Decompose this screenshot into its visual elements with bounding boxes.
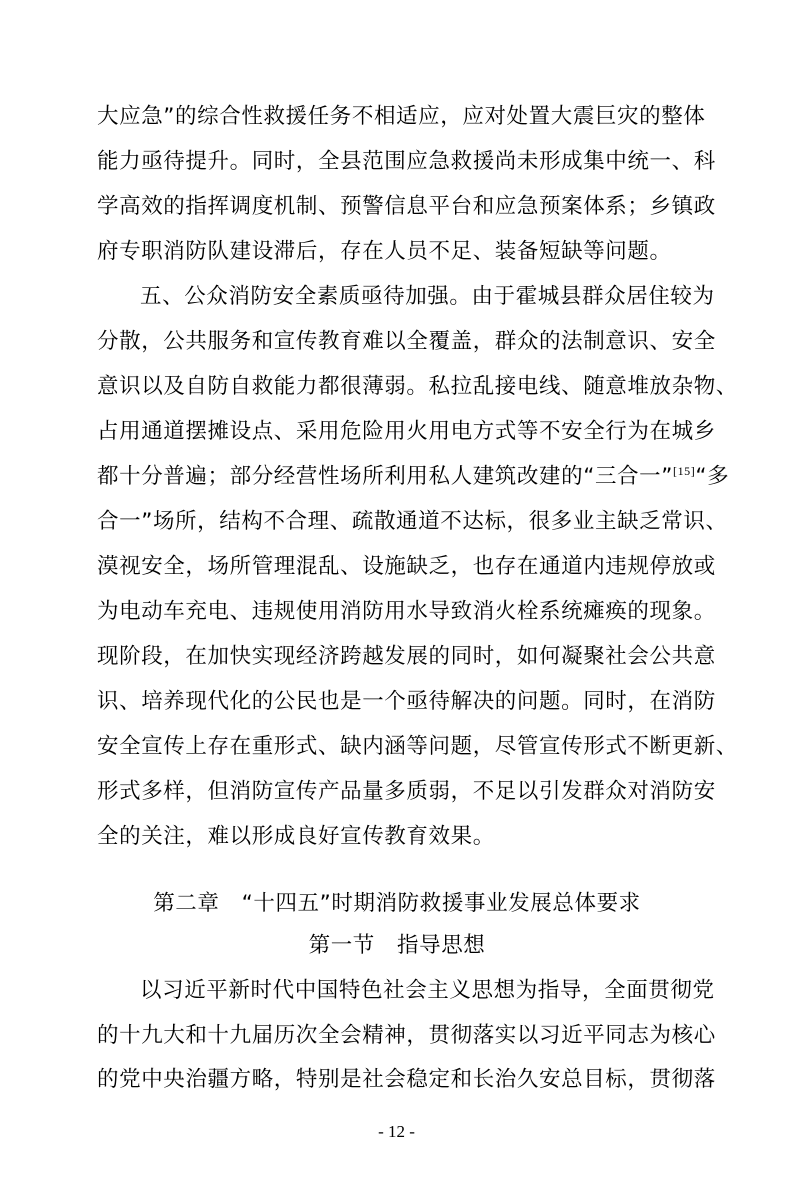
paragraph-2-line-4: 占用通道摆摊设点、采用危险用火用电方式等不安全行为在城乡 [97, 419, 716, 444]
section-heading: 第一节 指导思想 [308, 933, 486, 958]
paragraph-1-line-1: 大应急”的综合性救援任务不相适应，应对处置大震巨灾的整体 [97, 104, 706, 129]
paragraph-1-line-2: 能力亟待提升。同时，全县范围应急救援尚未形成集中统一、科 [97, 149, 716, 174]
paragraph-2-line-5-before: 都十分普遍；部分经营性场所利用私人建筑改建的“三合一” [97, 464, 673, 489]
paragraph-3-line-3: 的党中央治疆方略，特别是社会稳定和长治久安总目标，贯彻落 [97, 1067, 716, 1092]
paragraph-2-line-2: 分散，公共服务和宣传教育难以全覆盖，群众的法制意识、安全 [97, 329, 716, 354]
paragraph-2-line-5-after: “多 [695, 464, 730, 489]
paragraph-2-line-9: 现阶段，在加快实现经济跨越发展的同时，如何凝聚社会公共意 [97, 644, 716, 669]
paragraph-2-line-12: 形式多样，但消防宣传产品量多质弱，不足以引发群众对消防安 [97, 779, 716, 804]
page-number: - 12 - [378, 1122, 415, 1141]
paragraph-2-line-8: 为电动车充电、违规使用消防用水导致消火栓系统瘫痪的现象。 [97, 599, 716, 624]
paragraph-1-line-3: 学高效的指挥调度机制、预警信息平台和应急预案体系；乡镇政 [97, 194, 716, 219]
paragraph-3-line-2: 的十九大和十九届历次全会精神，贯彻落实以习近平同志为核心 [97, 1023, 716, 1048]
paragraph-2-line-11: 安全宣传上存在重形式、缺内涵等问题，尽管宣传形式不断更新、 [97, 734, 738, 759]
footnote-reference[interactable]: [15] [672, 463, 696, 478]
paragraph-3-line-1: 以习近平新时代中国特色社会主义思想为指导，全面贯彻党 [140, 978, 715, 1003]
paragraph-2-line-5 [97, 454, 730, 500]
chapter-heading: 第二章 “十四五”时期消防救援事业发展总体要求 [153, 891, 641, 916]
document-page [0, 56, 793, 1178]
paragraph-2-line-13: 全的关注，难以形成良好宣传教育效果。 [97, 824, 495, 849]
paragraph-2-line-10: 识、培养现代化的公民也是一个亟待解决的问题。同时，在消防 [97, 689, 716, 714]
paragraph-2-line-6: 合一”场所，结构不合理、疏散通道不达标，很多业主缺乏常识、 [97, 509, 728, 534]
paragraph-2-line-3: 意识以及自防自救能力都很薄弱。私拉乱接电线、随意堆放杂物、 [97, 374, 738, 399]
paragraph-1-line-4: 府专职消防队建设滞后，存在人员不足、装备短缺等问题。 [97, 239, 672, 264]
paragraph-2-line-7: 漠视安全，场所管理混乱、设施缺乏，也存在通道内违规停放或 [97, 554, 716, 579]
paragraph-2-line-1: 五、公众消防安全素质亟待加强。由于霍城县群众居住较为 [140, 284, 715, 309]
